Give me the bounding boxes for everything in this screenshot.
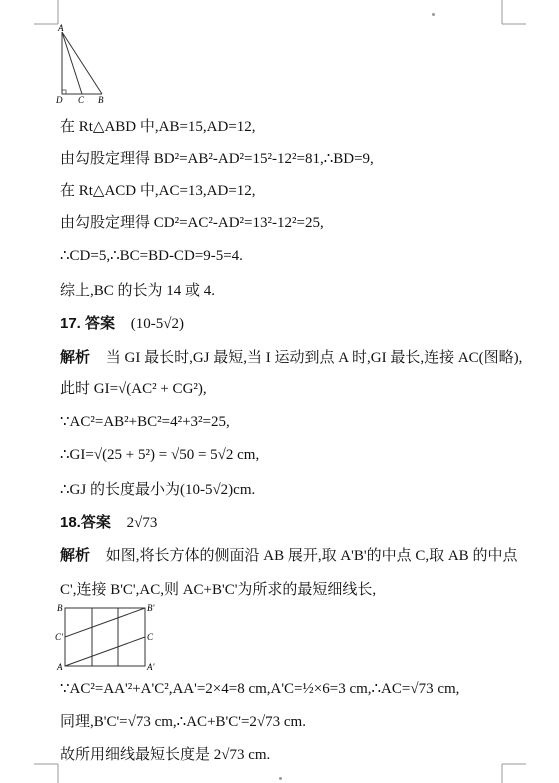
point-label-a-prime: A': [147, 662, 155, 672]
q18-analysis: [60, 547, 517, 565]
point-label-b: B: [57, 603, 63, 613]
solution-line: 此时 GI=√(AC² + CG²),: [60, 381, 207, 397]
point-label-b-prime: B': [147, 603, 155, 613]
solution-line: ∴CD=5,∴BC=BD-CD=9-5=4.: [60, 248, 243, 264]
point-label-a: A: [57, 662, 63, 672]
point-label-b: B: [98, 95, 104, 105]
q17-analysis-text: 当 GI 最长时,GJ 最短,当 I 运动到点 A 时,GI 最长,连接 AC(图略),: [105, 350, 523, 366]
solution-line: ∴GJ 的长度最小为(10-5√2)cm.: [60, 482, 256, 498]
solution-line: 在 Rt△ACD 中,AC=13,AD=12,: [60, 183, 256, 199]
unfolded-rectangle-figure: [55, 600, 165, 672]
crop-mark-top-right: [500, 0, 530, 26]
scan-dot: [279, 777, 282, 780]
solution-line: 综上,BC 的长为 14 或 4.: [60, 283, 216, 299]
q17-answer-label: 17. 答案: [60, 315, 116, 332]
q18-analysis-text: 如图,将长方体的侧面沿 AB 展开,取 A'B'的中点 C,取 AB 的中点: [105, 548, 518, 564]
solution-line: C',连接 B'C',AC,则 AC+B'C'为所求的最短细线长,: [60, 582, 377, 598]
solution-line: 同理,B'C'=√73 cm,∴AC+B'C'=2√73 cm.: [60, 714, 306, 730]
solution-line: ∵AC²=AA'²+A'C²,AA'=2×4=8 cm,A'C=½×6=3 cm,∴AC=√73 cm,: [60, 681, 460, 697]
solution-line: 由勾股定理得 CD²=AC²-AD²=13²-12²=25,: [60, 215, 324, 231]
q18-answer-label: 18.答案: [60, 514, 111, 531]
crop-mark-top-left: [30, 0, 60, 26]
triangle-figure: [52, 24, 112, 106]
q18-answer: [60, 514, 157, 532]
q17-answer: [60, 315, 184, 333]
solution-line: 由勾股定理得 BD²=AB²-AD²=15²-12²=81,∴BD=9,: [60, 151, 374, 167]
crop-mark-bottom-left: [30, 762, 60, 783]
solution-line: ∴GI=√(25 + 5²) = √50 = 5√2 cm,: [60, 447, 260, 463]
point-label-c: C: [147, 632, 154, 642]
point-label-c-prime: C': [55, 632, 63, 642]
solution-line: 在 Rt△ABD 中,AB=15,AD=12,: [60, 119, 256, 135]
q17-answer-value: (10-5√2): [130, 316, 184, 332]
point-label-a: A: [58, 24, 64, 33]
point-label-c: C: [78, 95, 85, 105]
q18-analysis-label: 解析: [60, 547, 91, 564]
q18-answer-value: 2√73: [126, 515, 158, 531]
scan-dot: [432, 13, 435, 16]
point-label-d: D: [56, 95, 63, 105]
crop-mark-bottom-right: [500, 762, 530, 783]
solution-line: 故所用细线最短长度是 2√73 cm.: [60, 747, 271, 763]
q17-analysis: [60, 349, 522, 367]
q17-analysis-label: 解析: [60, 349, 91, 366]
solution-line: ∵AC²=AB²+BC²=4²+3²=25,: [60, 414, 230, 430]
